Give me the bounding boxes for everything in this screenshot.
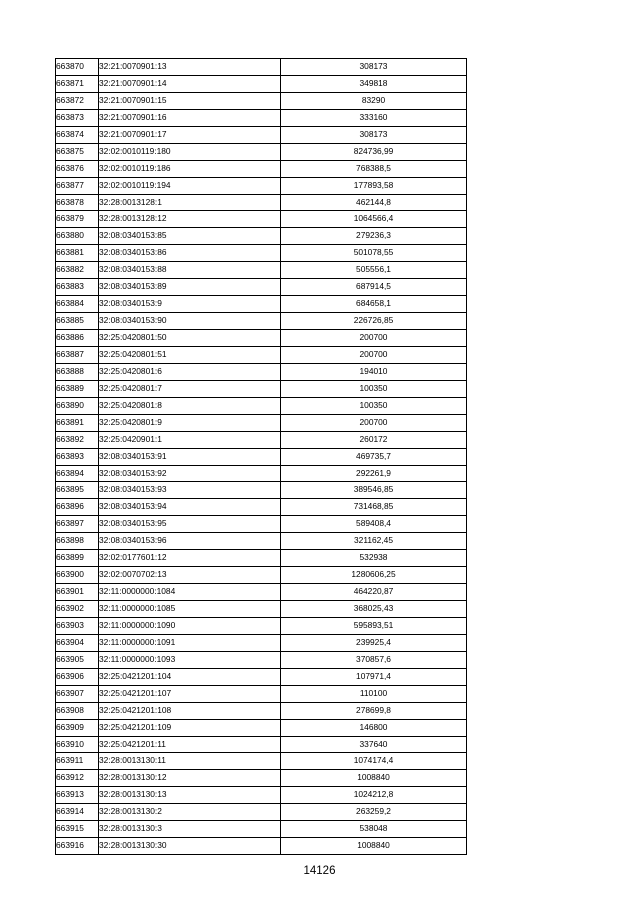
- row-id-cell: 663892: [56, 431, 99, 448]
- value-cell: 308173: [281, 126, 467, 143]
- cadastral-number-cell: 32:25:0420801:50: [99, 330, 281, 347]
- row-id-cell: 663877: [56, 177, 99, 194]
- row-id-cell: 663879: [56, 211, 99, 228]
- table-row: [56, 211, 467, 228]
- value-cell: 532938: [281, 550, 467, 567]
- value-cell: 1280606,25: [281, 567, 467, 584]
- row-id-cell: 663903: [56, 617, 99, 634]
- row-id-cell: 663896: [56, 499, 99, 516]
- value-cell: 260172: [281, 431, 467, 448]
- value-cell: 226726,85: [281, 313, 467, 330]
- row-id-cell: 663890: [56, 397, 99, 414]
- table-row: [56, 550, 467, 567]
- table-row: [56, 262, 467, 279]
- table-row: [56, 397, 467, 414]
- row-id-cell: 663909: [56, 719, 99, 736]
- value-cell: 687914,5: [281, 279, 467, 296]
- cadastral-number-cell: 32:21:0070901:15: [99, 92, 281, 109]
- table-row: [56, 160, 467, 177]
- data-table: [55, 58, 467, 855]
- row-id-cell: 663900: [56, 567, 99, 584]
- table-row: [56, 567, 467, 584]
- value-cell: 292261,9: [281, 465, 467, 482]
- value-cell: 308173: [281, 59, 467, 76]
- row-id-cell: 663895: [56, 482, 99, 499]
- cadastral-number-cell: 32:02:0070702:13: [99, 567, 281, 584]
- row-id-cell: 663911: [56, 753, 99, 770]
- value-cell: 239925,4: [281, 634, 467, 651]
- value-cell: 333160: [281, 109, 467, 126]
- row-id-cell: 663888: [56, 363, 99, 380]
- cadastral-number-cell: 32:28:0013128:12: [99, 211, 281, 228]
- cadastral-number-cell: 32:28:0013130:13: [99, 787, 281, 804]
- cadastral-number-cell: 32:28:0013130:3: [99, 821, 281, 838]
- row-id-cell: 663874: [56, 126, 99, 143]
- row-id-cell: 663915: [56, 821, 99, 838]
- table-row: [56, 668, 467, 685]
- table-row: [56, 804, 467, 821]
- table-row: [56, 414, 467, 431]
- cadastral-number-cell: 32:08:0340153:95: [99, 516, 281, 533]
- table-row: [56, 617, 467, 634]
- value-cell: 505556,1: [281, 262, 467, 279]
- value-cell: 368025,43: [281, 601, 467, 618]
- table-row: [56, 194, 467, 211]
- page-number: 14126: [303, 865, 336, 877]
- table-row: [56, 330, 467, 347]
- row-id-cell: 663894: [56, 465, 99, 482]
- row-id-cell: 663910: [56, 736, 99, 753]
- value-cell: 595893,51: [281, 617, 467, 634]
- row-id-cell: 663878: [56, 194, 99, 211]
- cadastral-number-cell: 32:28:0013130:12: [99, 770, 281, 787]
- cadastral-number-cell: 32:02:0010119:180: [99, 143, 281, 160]
- row-id-cell: 663901: [56, 584, 99, 601]
- value-cell: 83290: [281, 92, 467, 109]
- value-cell: 370857,6: [281, 651, 467, 668]
- value-cell: 1064566,4: [281, 211, 467, 228]
- table-row: [56, 838, 467, 855]
- table-row: [56, 736, 467, 753]
- table-row: [56, 431, 467, 448]
- row-id-cell: 663880: [56, 228, 99, 245]
- value-cell: 263259,2: [281, 804, 467, 821]
- value-cell: 1024212,8: [281, 787, 467, 804]
- cadastral-number-cell: 32:08:0340153:94: [99, 499, 281, 516]
- cadastral-number-cell: 32:08:0340153:88: [99, 262, 281, 279]
- row-id-cell: 663912: [56, 770, 99, 787]
- table-row: [56, 59, 467, 76]
- table-row: [56, 533, 467, 550]
- table-row: [56, 346, 467, 363]
- cadastral-number-cell: 32:28:0013128:1: [99, 194, 281, 211]
- cadastral-number-cell: 32:11:0000000:1091: [99, 634, 281, 651]
- row-id-cell: 663881: [56, 245, 99, 262]
- cadastral-number-cell: 32:02:0010119:194: [99, 177, 281, 194]
- cadastral-number-cell: 32:25:0420801:6: [99, 363, 281, 380]
- table-row: [56, 719, 467, 736]
- table-row: [56, 634, 467, 651]
- table-row: [56, 448, 467, 465]
- row-id-cell: 663885: [56, 313, 99, 330]
- value-cell: 200700: [281, 330, 467, 347]
- value-cell: 462144,8: [281, 194, 467, 211]
- value-cell: 768388,5: [281, 160, 467, 177]
- cadastral-number-cell: 32:25:0420801:8: [99, 397, 281, 414]
- value-cell: 321162,45: [281, 533, 467, 550]
- table-row: [56, 482, 467, 499]
- value-cell: 278699,8: [281, 702, 467, 719]
- value-cell: 501078,55: [281, 245, 467, 262]
- cadastral-number-cell: 32:08:0340153:91: [99, 448, 281, 465]
- value-cell: 107971,4: [281, 668, 467, 685]
- value-cell: 349818: [281, 75, 467, 92]
- cadastral-number-cell: 32:11:0000000:1090: [99, 617, 281, 634]
- row-id-cell: 663886: [56, 330, 99, 347]
- row-id-cell: 663916: [56, 838, 99, 855]
- value-cell: 200700: [281, 346, 467, 363]
- value-cell: 194010: [281, 363, 467, 380]
- cadastral-number-cell: 32:11:0000000:1085: [99, 601, 281, 618]
- cadastral-number-cell: 32:08:0340153:89: [99, 279, 281, 296]
- cadastral-number-cell: 32:25:0420801:51: [99, 346, 281, 363]
- table-row: [56, 177, 467, 194]
- cadastral-number-cell: 32:25:0420801:9: [99, 414, 281, 431]
- row-id-cell: 663902: [56, 601, 99, 618]
- value-cell: 100350: [281, 397, 467, 414]
- cadastral-number-cell: 32:25:0421201:11: [99, 736, 281, 753]
- table-row: [56, 499, 467, 516]
- cadastral-number-cell: 32:08:0340153:93: [99, 482, 281, 499]
- row-id-cell: 663899: [56, 550, 99, 567]
- cadastral-number-cell: 32:25:0421201:108: [99, 702, 281, 719]
- table-row: [56, 702, 467, 719]
- table-row: [56, 601, 467, 618]
- value-cell: 538048: [281, 821, 467, 838]
- value-cell: 279236,3: [281, 228, 467, 245]
- value-cell: 389546,85: [281, 482, 467, 499]
- table-row: [56, 296, 467, 313]
- row-id-cell: 663872: [56, 92, 99, 109]
- cadastral-number-cell: 32:25:0421201:104: [99, 668, 281, 685]
- cadastral-number-cell: 32:21:0070901:13: [99, 59, 281, 76]
- value-cell: 110100: [281, 685, 467, 702]
- cadastral-number-cell: 32:02:0177601:12: [99, 550, 281, 567]
- row-id-cell: 663905: [56, 651, 99, 668]
- cadastral-number-cell: 32:08:0340153:92: [99, 465, 281, 482]
- value-cell: 731468,85: [281, 499, 467, 516]
- cadastral-number-cell: 32:28:0013130:11: [99, 753, 281, 770]
- value-cell: 177893,58: [281, 177, 467, 194]
- row-id-cell: 663876: [56, 160, 99, 177]
- table-row: [56, 651, 467, 668]
- cadastral-number-cell: 32:11:0000000:1093: [99, 651, 281, 668]
- cadastral-number-cell: 32:25:0420801:7: [99, 380, 281, 397]
- row-id-cell: 663871: [56, 75, 99, 92]
- value-cell: 469735,7: [281, 448, 467, 465]
- table-row: [56, 363, 467, 380]
- value-cell: 684658,1: [281, 296, 467, 313]
- row-id-cell: 663907: [56, 685, 99, 702]
- row-id-cell: 663908: [56, 702, 99, 719]
- value-cell: 1008840: [281, 770, 467, 787]
- value-cell: 146800: [281, 719, 467, 736]
- row-id-cell: 663875: [56, 143, 99, 160]
- table-row: [56, 465, 467, 482]
- row-id-cell: 663906: [56, 668, 99, 685]
- table-row: [56, 75, 467, 92]
- value-cell: 824736,99: [281, 143, 467, 160]
- row-id-cell: 663914: [56, 804, 99, 821]
- table-row: [56, 313, 467, 330]
- table-row: [56, 92, 467, 109]
- table-row: [56, 109, 467, 126]
- cadastral-number-cell: 32:11:0000000:1084: [99, 584, 281, 601]
- cadastral-number-cell: 32:08:0340153:86: [99, 245, 281, 262]
- table-row: [56, 279, 467, 296]
- row-id-cell: 663897: [56, 516, 99, 533]
- table-row: [56, 770, 467, 787]
- value-cell: 100350: [281, 380, 467, 397]
- row-id-cell: 663904: [56, 634, 99, 651]
- row-id-cell: 663889: [56, 380, 99, 397]
- cadastral-number-cell: 32:25:0421201:109: [99, 719, 281, 736]
- table-row: [56, 228, 467, 245]
- row-id-cell: 663873: [56, 109, 99, 126]
- table-row: [56, 516, 467, 533]
- row-id-cell: 663883: [56, 279, 99, 296]
- cadastral-number-cell: 32:08:0340153:96: [99, 533, 281, 550]
- cadastral-number-cell: 32:21:0070901:14: [99, 75, 281, 92]
- row-id-cell: 663870: [56, 59, 99, 76]
- cadastral-number-cell: 32:08:0340153:90: [99, 313, 281, 330]
- row-id-cell: 663898: [56, 533, 99, 550]
- value-cell: 589408,4: [281, 516, 467, 533]
- cadastral-number-cell: 32:08:0340153:9: [99, 296, 281, 313]
- cadastral-number-cell: 32:28:0013130:2: [99, 804, 281, 821]
- table-row: [56, 584, 467, 601]
- cadastral-number-cell: 32:02:0010119:186: [99, 160, 281, 177]
- value-cell: 464220,87: [281, 584, 467, 601]
- cadastral-number-cell: 32:21:0070901:17: [99, 126, 281, 143]
- row-id-cell: 663893: [56, 448, 99, 465]
- value-cell: 1074174,4: [281, 753, 467, 770]
- table-row: [56, 245, 467, 262]
- value-cell: 200700: [281, 414, 467, 431]
- value-cell: 337640: [281, 736, 467, 753]
- cadastral-number-cell: 32:25:0420901:1: [99, 431, 281, 448]
- table-row: [56, 126, 467, 143]
- table-row: [56, 380, 467, 397]
- table-row: [56, 753, 467, 770]
- cadastral-number-cell: 32:21:0070901:16: [99, 109, 281, 126]
- cadastral-number-cell: 32:28:0013130:30: [99, 838, 281, 855]
- row-id-cell: 663882: [56, 262, 99, 279]
- row-id-cell: 663891: [56, 414, 99, 431]
- value-cell: 1008840: [281, 838, 467, 855]
- row-id-cell: 663887: [56, 346, 99, 363]
- cadastral-number-cell: 32:25:0421201:107: [99, 685, 281, 702]
- row-id-cell: 663884: [56, 296, 99, 313]
- table-row: [56, 143, 467, 160]
- table-row: [56, 787, 467, 804]
- table-body: [56, 59, 467, 855]
- table-row: [56, 821, 467, 838]
- row-id-cell: 663913: [56, 787, 99, 804]
- table-row: [56, 685, 467, 702]
- cadastral-number-cell: 32:08:0340153:85: [99, 228, 281, 245]
